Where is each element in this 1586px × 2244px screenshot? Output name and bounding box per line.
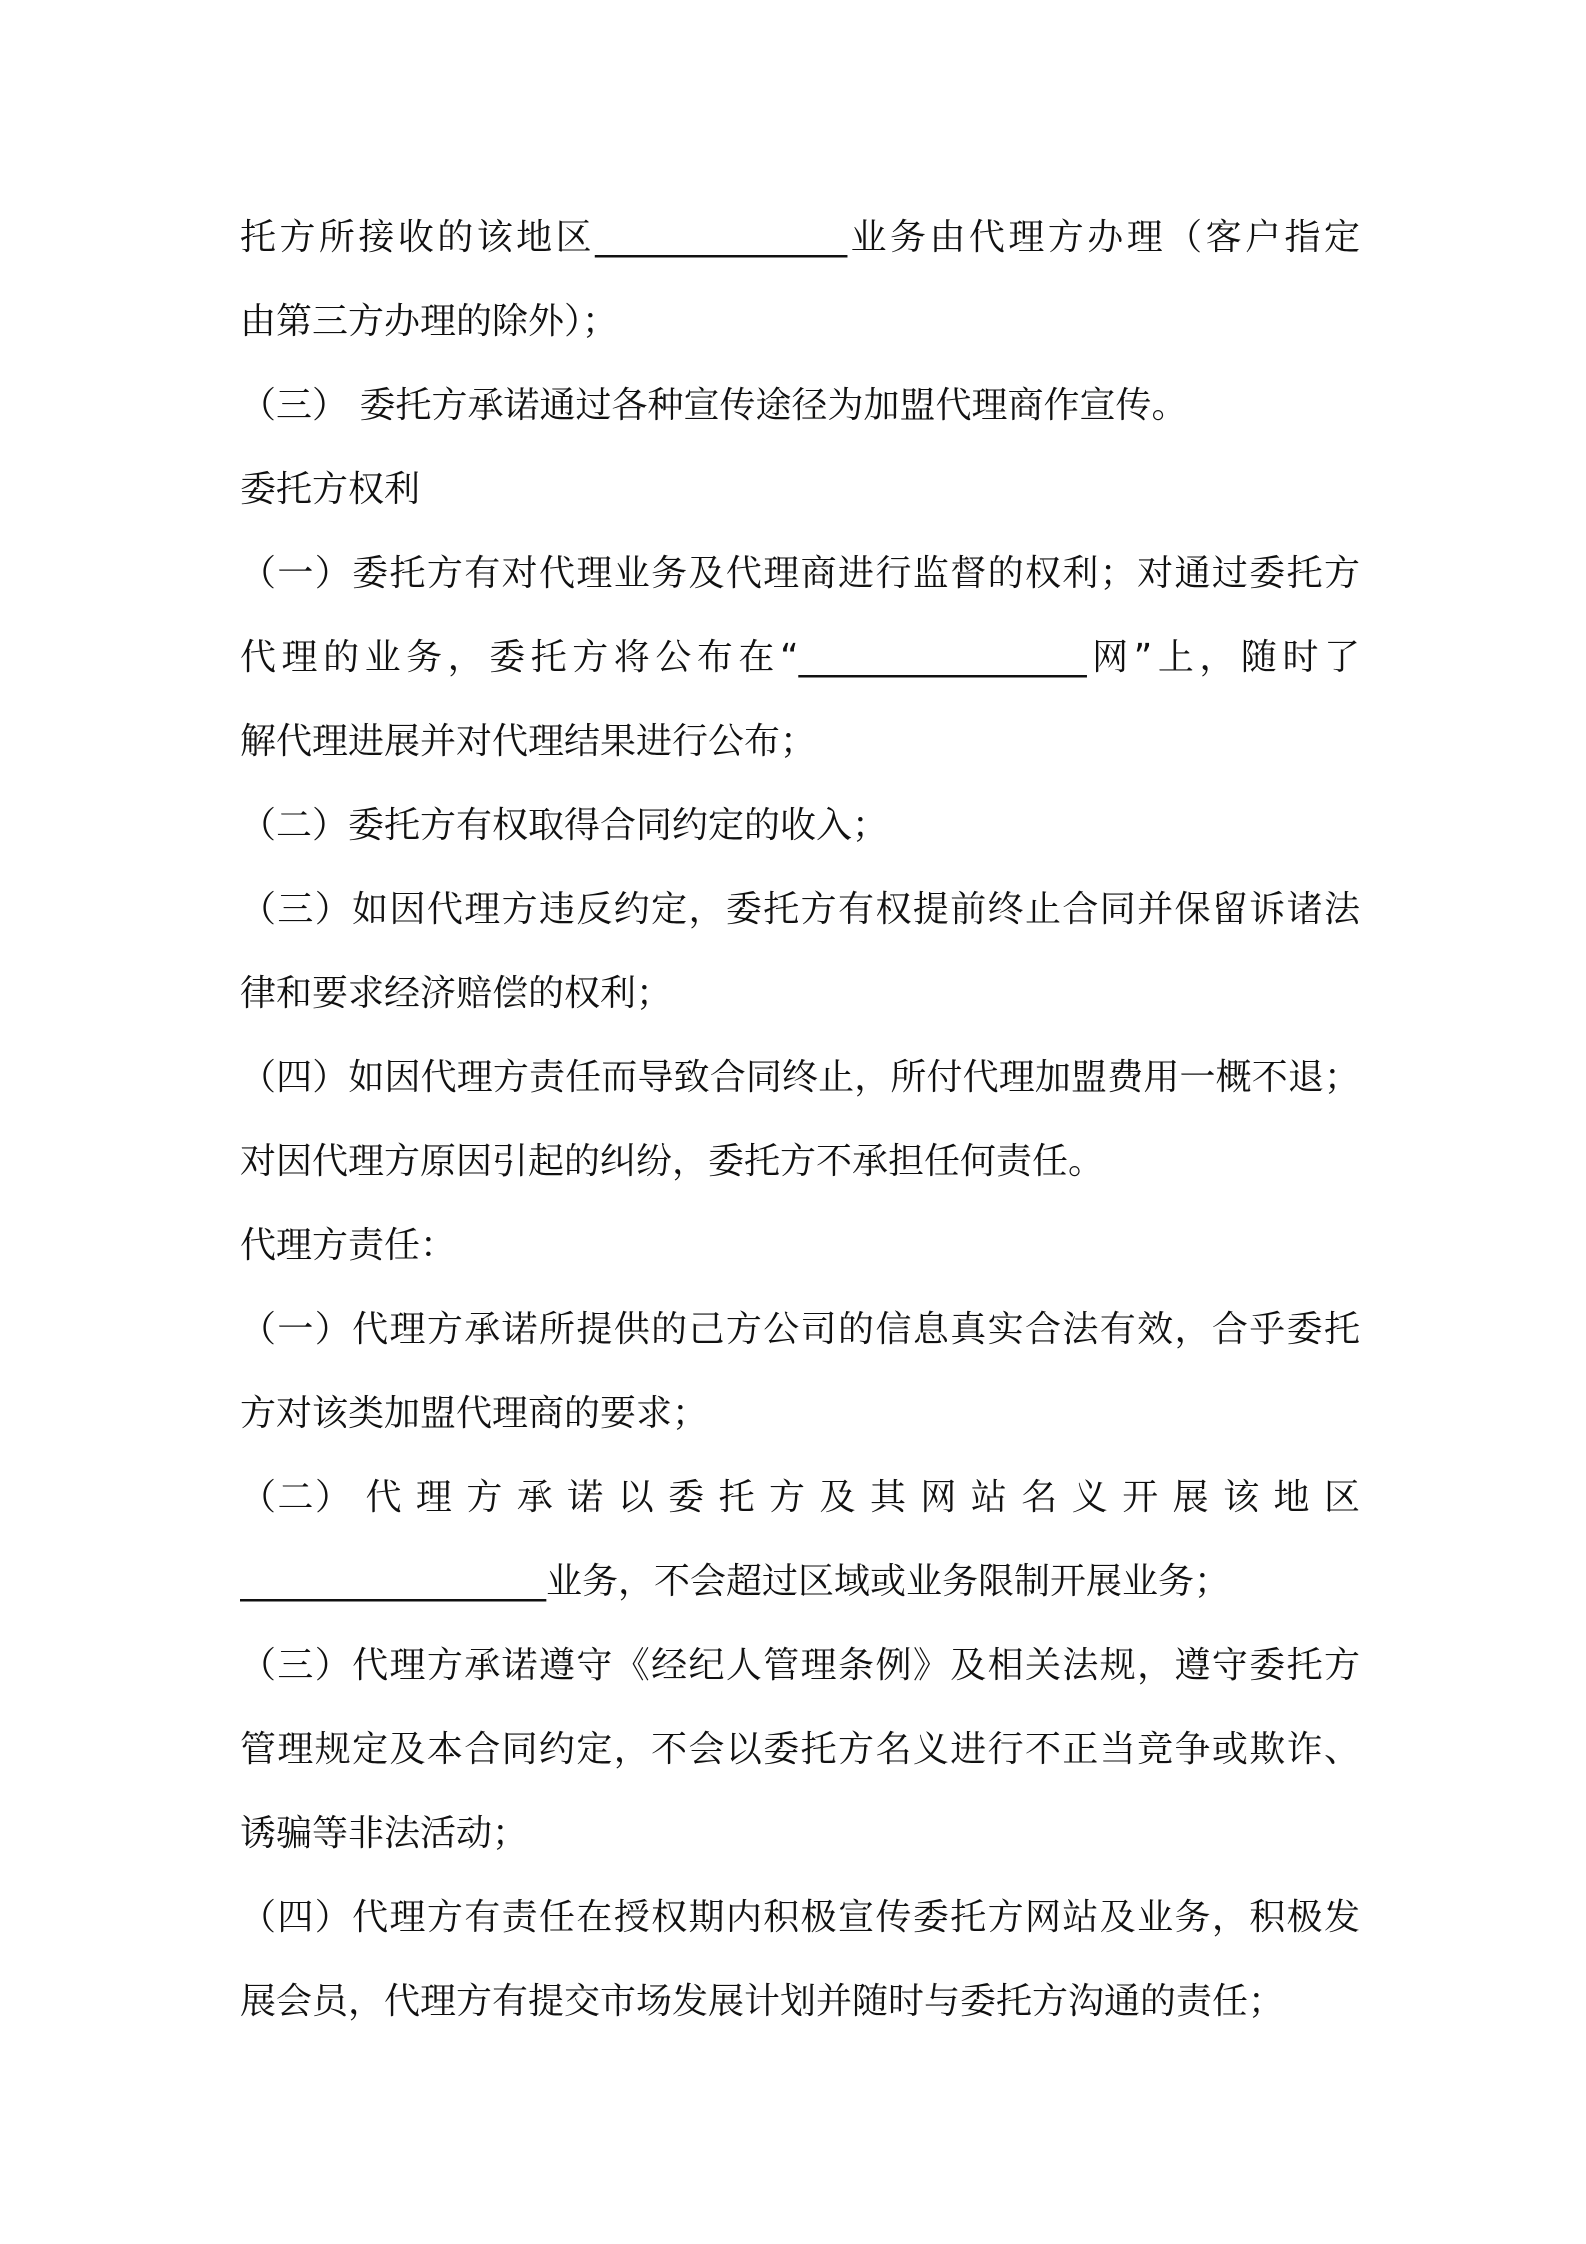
text-line-3: （三） 委托方承诺通过各种宣传途径为加盟代理商作宣传。 [240, 385, 1188, 426]
text-line-11: （四）如因代理方责任而导致合同终止，所付代理加盟费用一概不退； [240, 1057, 1360, 1098]
text-line-17: _________________业务，不会超过区域或业务限制开展业务； [240, 1561, 1231, 1602]
text-line-22: 展会员，代理方有提交市场发展计划并随时与委托方沟通的责任； [240, 1981, 1285, 2022]
text-line-14: （一）代理方承诺所提供的己方公司的信息真实合法有效，合乎委托 [240, 1309, 1360, 1350]
text-line-2: 由第三方办理的除外）； [240, 301, 619, 342]
text-line-8: （二）委托方有权取得合同约定的收入； [240, 805, 889, 846]
text-line-18: （三）代理方承诺遵守《经纪人管理条例》及相关法规，遵守委托方 [240, 1645, 1360, 1686]
document-body [240, 196, 1360, 2044]
text-line-5: （一）委托方有对代理业务及代理商进行监督的权利；对通过委托方 [240, 553, 1360, 594]
text-line-10: 律和要求经济赔偿的权利； [240, 973, 673, 1014]
text-line-12: 对因代理方原因引起的纠纷，委托方不承担任何责任。 [240, 1141, 1105, 1182]
text-line-1: 托方所接收的该地区______________业务由代理方办理（客户指定 [240, 217, 1360, 258]
text-line-19: 管理规定及本合同约定，不会以委托方名义进行不正当竞争或欺诈、 [240, 1729, 1360, 1770]
section-heading-agent-duties: 代理方责任： [240, 1225, 457, 1266]
text-line-20: 诱骗等非法活动； [240, 1813, 529, 1854]
text-line-16: （二） 代 理 方 承 诺 以 委 托 方 及 其 网 站 名 义 开 展 该 地 区 [240, 1477, 1360, 1518]
text-line-15: 方对该类加盟代理商的要求； [240, 1393, 709, 1434]
text-line-9: （三）如因代理方违反约定，委托方有权提前终止合同并保留诉诸法 [240, 889, 1360, 930]
text-line-7: 解代理进展并对代理结果进行公布； [240, 721, 817, 762]
section-heading-client-rights: 委托方权利 [240, 469, 421, 510]
text-line-6: 代理的业务，委托方将公布在“________________网”上，随时了 [240, 637, 1360, 678]
text-line-21: （四）代理方有责任在授权期内积极宣传委托方网站及业务，积极发 [240, 1897, 1360, 1938]
